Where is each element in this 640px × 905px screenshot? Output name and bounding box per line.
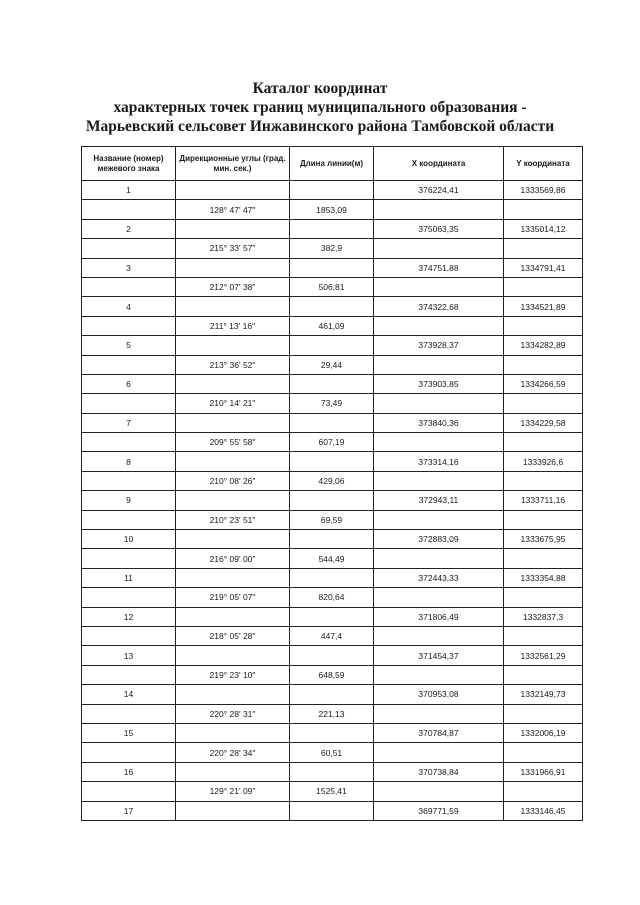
empty-name-cell [82,549,176,568]
empty-name-cell [82,665,176,684]
table-row-point [82,258,583,277]
table-row-point [82,181,583,200]
table-row-segment [82,588,583,607]
table-row-point [82,723,583,742]
empty-x-cell [374,549,504,568]
direction-angle-cell: 128° 47' 47" [176,200,290,219]
empty-length-cell [290,181,374,200]
direction-angle-cell: 220° 28' 31" [176,704,290,723]
empty-angle-cell [176,568,290,587]
empty-angle-cell [176,685,290,704]
direction-angle-cell: 210° 14' 21" [176,394,290,413]
point-name-cell: 11 [82,568,176,587]
empty-y-cell [504,316,583,335]
empty-y-cell [504,704,583,723]
table-row-point [82,762,583,781]
y-coordinate-cell: 1334229,58 [504,413,583,432]
empty-angle-cell [176,530,290,549]
empty-name-cell [82,239,176,258]
empty-length-cell [290,258,374,277]
line-length-cell: 221,13 [290,704,374,723]
empty-y-cell [504,665,583,684]
point-name-cell: 15 [82,723,176,742]
x-coordinate-cell: 372443,33 [374,568,504,587]
table-row-segment [82,277,583,296]
empty-x-cell [374,665,504,684]
y-coordinate-cell: 1332006,19 [504,723,583,742]
title-line-1: Каталог координат [252,80,388,97]
empty-y-cell [504,277,583,296]
line-length-cell: 429,06 [290,471,374,490]
empty-angle-cell [176,607,290,626]
table-row-point [82,801,583,820]
point-name-cell: 14 [82,685,176,704]
y-coordinate-cell: 1333926,6 [504,452,583,471]
table-row-segment [82,355,583,374]
empty-length-cell [290,297,374,316]
x-coordinate-cell: 370784,87 [374,723,504,742]
y-coordinate-cell: 1333675,95 [504,530,583,549]
empty-x-cell [374,626,504,645]
empty-length-cell [290,801,374,820]
table-row-segment [82,665,583,684]
table-row-point [82,530,583,549]
table-row-point [82,646,583,665]
empty-length-cell [290,723,374,742]
y-coordinate-cell: 1333354,88 [504,568,583,587]
y-coordinate-cell: 1335014,12 [504,219,583,238]
empty-name-cell [82,471,176,490]
empty-x-cell [374,704,504,723]
table-row-point [82,413,583,432]
y-coordinate-cell: 1332149,73 [504,685,583,704]
table-row-segment [82,743,583,762]
empty-name-cell [82,510,176,529]
table-row-segment [82,510,583,529]
empty-length-cell [290,491,374,510]
y-coordinate-cell: 1333146,45 [504,801,583,820]
line-length-cell: 29,44 [290,355,374,374]
empty-angle-cell [176,762,290,781]
direction-angle-cell: 210° 23' 51" [176,510,290,529]
table-row-segment [82,704,583,723]
empty-angle-cell [176,491,290,510]
empty-angle-cell [176,374,290,393]
point-name-cell: 7 [82,413,176,432]
empty-length-cell [290,452,374,471]
empty-angle-cell [176,181,290,200]
y-coordinate-cell: 1332837,3 [504,607,583,626]
x-coordinate-cell: 372883,09 [374,530,504,549]
line-length-cell: 73,49 [290,394,374,413]
y-coordinate-cell: 1334791,41 [504,258,583,277]
direction-angle-cell: 219° 23' 10" [176,665,290,684]
y-coordinate-cell: 1332561,29 [504,646,583,665]
empty-name-cell [82,743,176,762]
table-row-segment [82,200,583,219]
empty-name-cell [82,782,176,801]
empty-name-cell [82,704,176,723]
direction-angle-cell: 216° 09' 00" [176,549,290,568]
empty-x-cell [374,277,504,296]
x-coordinate-cell: 373928,37 [374,336,504,355]
line-length-cell: 544,49 [290,549,374,568]
empty-length-cell [290,530,374,549]
empty-name-cell [82,588,176,607]
empty-y-cell [504,782,583,801]
empty-x-cell [374,394,504,413]
empty-x-cell [374,471,504,490]
point-name-cell: 8 [82,452,176,471]
line-length-cell: 447,4 [290,626,374,645]
table-row-segment [82,239,583,258]
empty-y-cell [504,626,583,645]
header-line-length: Длина линии(м) [290,147,374,181]
empty-x-cell [374,239,504,258]
empty-length-cell [290,568,374,587]
empty-length-cell [290,762,374,781]
document-title [0,79,640,136]
table-row-segment [82,316,583,335]
direction-angle-cell: 211° 13' 16" [176,316,290,335]
empty-angle-cell [176,413,290,432]
point-name-cell: 10 [82,530,176,549]
x-coordinate-cell: 373840,36 [374,413,504,432]
direction-angle-cell: 215° 33' 57" [176,239,290,258]
empty-angle-cell [176,452,290,471]
line-length-cell: 382,9 [290,239,374,258]
coordinates-catalog-table [81,146,583,821]
line-length-cell: 461,09 [290,316,374,335]
line-length-cell: 607,19 [290,433,374,452]
empty-angle-cell [176,723,290,742]
point-name-cell: 9 [82,491,176,510]
x-coordinate-cell: 373314,16 [374,452,504,471]
table-body [82,181,583,821]
empty-length-cell [290,219,374,238]
empty-name-cell [82,316,176,335]
line-length-cell: 1525,41 [290,782,374,801]
x-coordinate-cell: 371454,37 [374,646,504,665]
direction-angle-cell: 210° 08' 26" [176,471,290,490]
x-coordinate-cell: 369771,59 [374,801,504,820]
point-name-cell: 13 [82,646,176,665]
line-length-cell: 1853,09 [290,200,374,219]
empty-y-cell [504,471,583,490]
point-name-cell: 3 [82,258,176,277]
empty-x-cell [374,316,504,335]
line-length-cell: 69,59 [290,510,374,529]
x-coordinate-cell: 376224,41 [374,181,504,200]
x-coordinate-cell: 374751,88 [374,258,504,277]
header-x-coordinate: X координата [374,147,504,181]
table-row-point [82,374,583,393]
title-line-2: характерных точек границ муниципального образования - [113,99,527,116]
point-name-cell: 5 [82,336,176,355]
line-length-cell: 506,81 [290,277,374,296]
empty-y-cell [504,239,583,258]
x-coordinate-cell: 374322,68 [374,297,504,316]
point-name-cell: 6 [82,374,176,393]
empty-x-cell [374,782,504,801]
empty-y-cell [504,510,583,529]
point-name-cell: 2 [82,219,176,238]
y-coordinate-cell: 1331966,91 [504,762,583,781]
table-row-segment [82,626,583,645]
table-row-segment [82,549,583,568]
x-coordinate-cell: 375063,35 [374,219,504,238]
point-name-cell: 12 [82,607,176,626]
empty-name-cell [82,277,176,296]
empty-angle-cell [176,258,290,277]
x-coordinate-cell: 371806,49 [374,607,504,626]
y-coordinate-cell: 1334521,89 [504,297,583,316]
table-row-point [82,336,583,355]
y-coordinate-cell: 1334266,59 [504,374,583,393]
empty-name-cell [82,200,176,219]
table-row-point [82,607,583,626]
empty-name-cell [82,394,176,413]
table-header-row [82,147,583,181]
empty-x-cell [374,510,504,529]
empty-angle-cell [176,336,290,355]
empty-length-cell [290,336,374,355]
empty-x-cell [374,355,504,374]
empty-length-cell [290,413,374,432]
empty-y-cell [504,200,583,219]
table-row-point [82,297,583,316]
table-row-segment [82,471,583,490]
line-length-cell: 820,64 [290,588,374,607]
empty-y-cell [504,549,583,568]
direction-angle-cell: 129° 21' 09" [176,782,290,801]
table-row-point [82,568,583,587]
direction-angle-cell: 213° 36' 52" [176,355,290,374]
empty-x-cell [374,433,504,452]
empty-y-cell [504,355,583,374]
empty-length-cell [290,374,374,393]
point-name-cell: 4 [82,297,176,316]
table-row-segment [82,394,583,413]
header-y-coordinate: Y координата [504,147,583,181]
empty-x-cell [374,743,504,762]
empty-length-cell [290,607,374,626]
x-coordinate-cell: 370738,84 [374,762,504,781]
y-coordinate-cell: 1334282,89 [504,336,583,355]
empty-x-cell [374,200,504,219]
empty-angle-cell [176,219,290,238]
empty-angle-cell [176,646,290,665]
x-coordinate-cell: 373903,85 [374,374,504,393]
empty-angle-cell [176,297,290,316]
line-length-cell: 648,59 [290,665,374,684]
x-coordinate-cell: 370953,08 [374,685,504,704]
empty-length-cell [290,646,374,665]
y-coordinate-cell: 1333569,86 [504,181,583,200]
direction-angle-cell: 220° 28' 34" [176,743,290,762]
empty-x-cell [374,588,504,607]
empty-angle-cell [176,801,290,820]
point-name-cell: 16 [82,762,176,781]
empty-name-cell [82,433,176,452]
table-row-segment [82,433,583,452]
direction-angle-cell: 212° 07' 38" [176,277,290,296]
x-coordinate-cell: 372943,11 [374,491,504,510]
direction-angle-cell: 219° 05' 07" [176,588,290,607]
empty-y-cell [504,394,583,413]
empty-name-cell [82,355,176,374]
table-row-segment [82,782,583,801]
direction-angle-cell: 209° 55' 58" [176,433,290,452]
table-row-point [82,685,583,704]
empty-y-cell [504,433,583,452]
title-line-3: Марьевский сельсовет Инжавинского района Тамбовской области [85,118,555,135]
empty-length-cell [290,685,374,704]
empty-name-cell [82,626,176,645]
line-length-cell: 60,51 [290,743,374,762]
header-direction-angle: Дирекционные углы (град. мин. сек.) [176,147,290,181]
direction-angle-cell: 218° 05' 28" [176,626,290,645]
table-row-point [82,219,583,238]
empty-y-cell [504,588,583,607]
y-coordinate-cell: 1333711,16 [504,491,583,510]
table-row-point [82,491,583,510]
point-name-cell: 17 [82,801,176,820]
point-name-cell: 1 [82,181,176,200]
table-row-point [82,452,583,471]
header-point-name: Название (номер) межевого знака [82,147,176,181]
empty-y-cell [504,743,583,762]
